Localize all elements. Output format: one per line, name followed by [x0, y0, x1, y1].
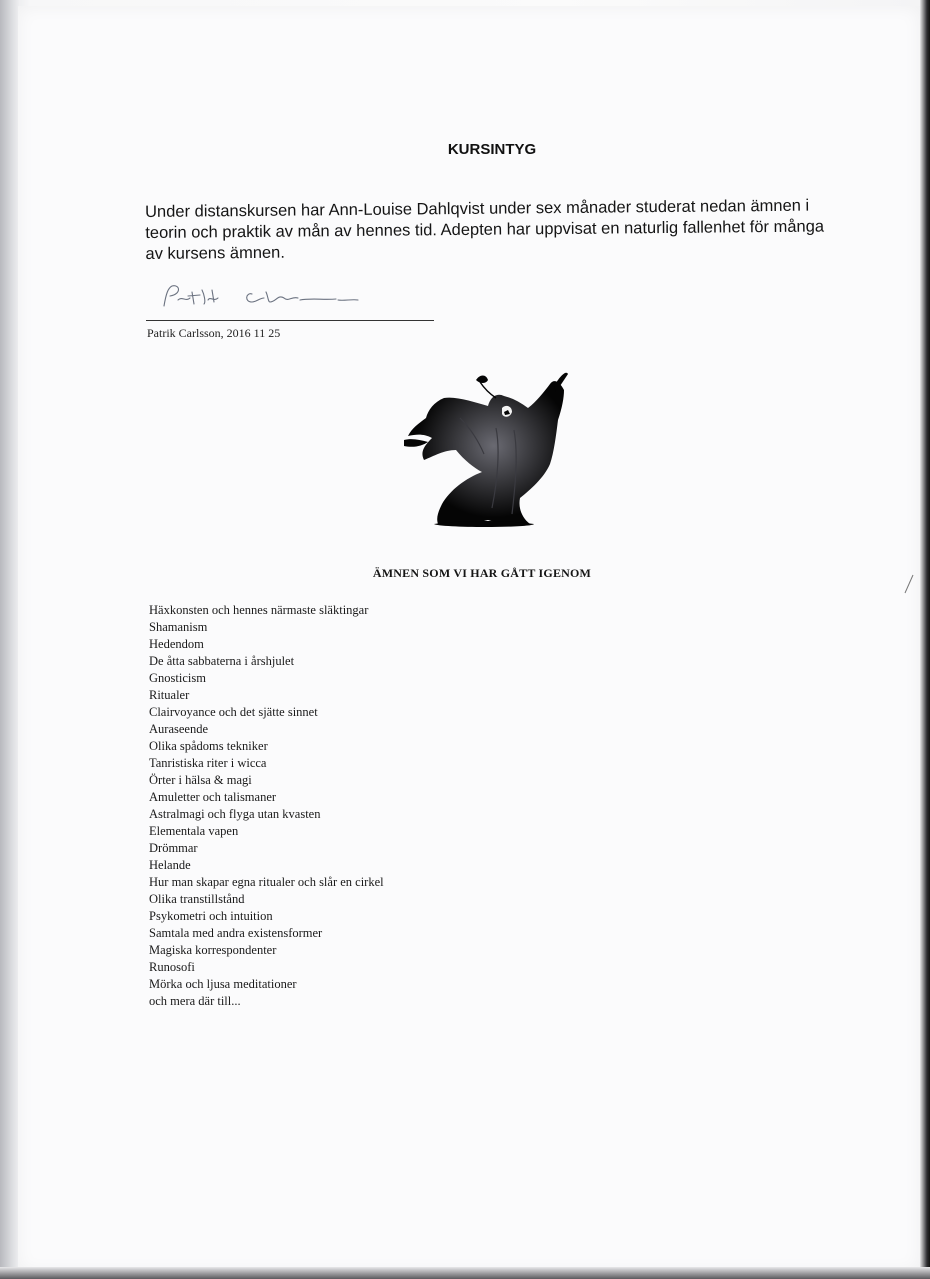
- certificate-intro-text: Under distanskursen har Ann-Louise Dahlqvist under sex månader studerat nedan ämnen i teorin och praktik av mån av hennes tid. Adepten har uppvisat en naturlig fallenhet för många av kursens ämnen.: [145, 196, 825, 263]
- list-item: Magiska korrespondenter: [149, 943, 277, 957]
- list-item: Clairvoyance och det sjätte sinnet: [149, 705, 318, 719]
- list-item: Drömmar: [149, 841, 198, 855]
- list-item: Samtala med andra existensformer: [149, 926, 323, 940]
- list-item: Hur man skapar egna ritualer och slår en cirkel: [149, 875, 384, 889]
- certificate-title: KURSINTYG: [447, 141, 537, 158]
- list-item: Hedendom: [149, 637, 204, 651]
- scan-left-edge: [0, 0, 20, 1279]
- list-item: Shamanism: [149, 620, 208, 634]
- list-item: Astralmagi och flyga utan kvasten: [149, 807, 321, 821]
- list-item: och mera där till...: [149, 994, 241, 1008]
- list-item: Örter i hälsa & magi: [149, 773, 252, 787]
- subjects-heading: ÄMNEN SOM VI HAR GÅTT IGENOM: [372, 566, 592, 580]
- signature-line: [146, 320, 434, 321]
- scan-bottom-edge: [0, 1267, 930, 1279]
- witch-silhouette-icon: [404, 368, 568, 528]
- signature-caption: Patrik Carlsson, 2016 11 25: [147, 326, 281, 340]
- list-item: Helande: [149, 858, 191, 872]
- list-item: Auraseende: [149, 722, 208, 736]
- list-item: Mörka och ljusa meditationer: [149, 977, 297, 991]
- list-item: De åtta sabbaterna i årshjulet: [149, 654, 295, 668]
- list-item: Tanristiska riter i wicca: [149, 756, 267, 770]
- list-item: Psykometri och intuition: [149, 909, 273, 923]
- list-item: Olika transtillstånd: [149, 892, 245, 906]
- list-item: Olika spådoms tekniker: [149, 739, 268, 753]
- list-item: Runosofi: [149, 960, 195, 974]
- list-item: Häxkonsten och hennes närmaste släktingar: [149, 603, 369, 617]
- list-item: Elementala vapen: [149, 824, 239, 838]
- stray-pen-mark: [904, 574, 914, 594]
- scan-right-edge: [920, 0, 930, 1279]
- list-item: Amuletter och talismaner: [149, 790, 277, 804]
- list-item: Gnosticism: [149, 671, 206, 685]
- list-item: Ritualer: [149, 688, 190, 702]
- handwritten-signature: [160, 280, 380, 316]
- subjects-list: [149, 602, 384, 1010]
